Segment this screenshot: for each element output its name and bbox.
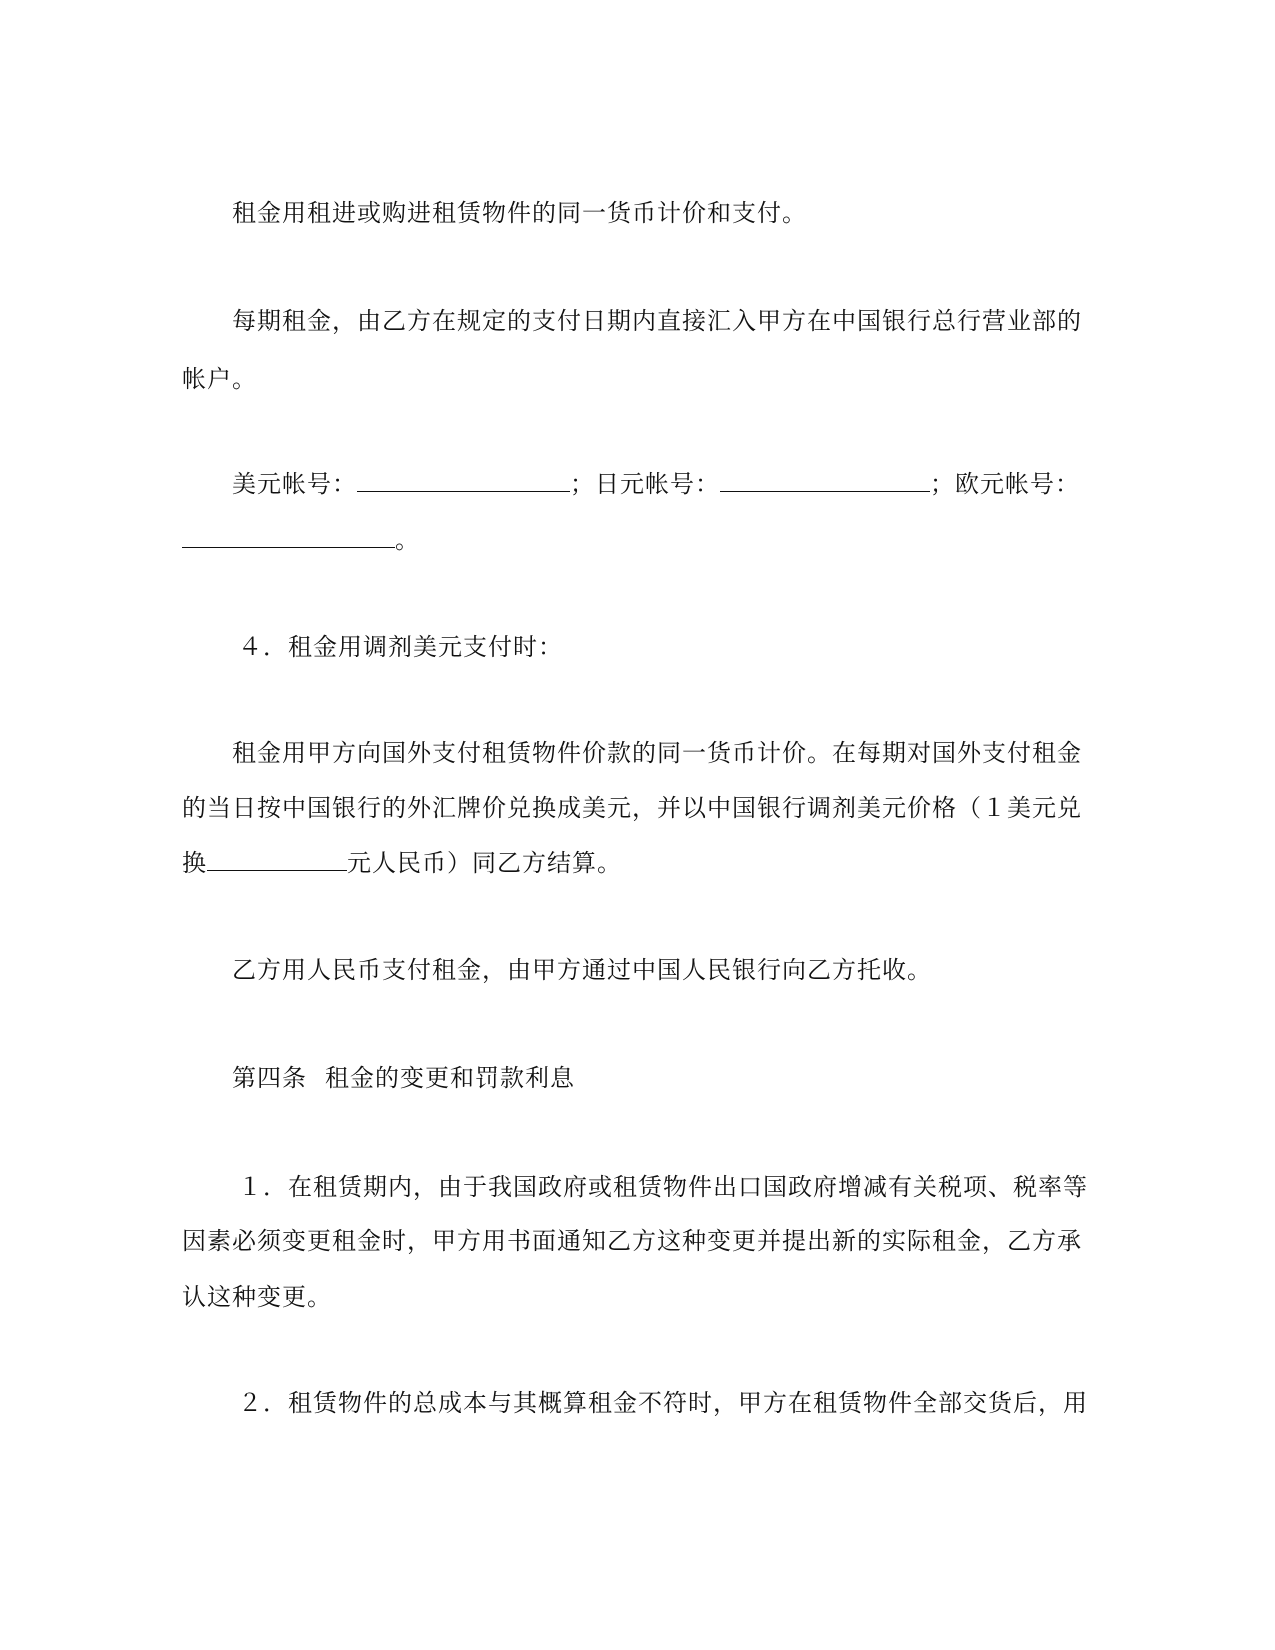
usd-account-label: 美元帐号： [232,470,357,498]
paragraph-text: 每期租金，由乙方在规定的支付日期内直接汇入甲方在中国银行总行营业部的 [232,307,1082,335]
paragraph-text: 乙方用人民币支付租金，由甲方通过中国人民银行向乙方托收。 [232,956,932,984]
paragraph-text: 换 [182,849,207,877]
article-title: 租金的变更和罚款利息 [325,1064,575,1092]
paragraph-accounts-line-2 [182,525,420,555]
paragraph-accounts-line-1 [232,469,1080,499]
paragraph-exchange-line-1 [232,738,1082,768]
accounts-end: 。 [395,526,420,554]
paragraph-text: 帐户。 [182,365,257,393]
item-text: ２．租赁物件的总成本与其概算租金不符时，甲方在租赁物件全部交货后，用 [238,1389,1088,1417]
paragraph-exchange-line-3 [182,848,622,878]
paragraph-exchange-line-2 [182,793,1082,823]
paragraph-text: 租金用租进或购进租赁物件的同一货币计价和支付。 [232,199,807,227]
item-4-heading [238,632,563,662]
paragraph-currency [232,198,807,228]
article-4-heading [232,1063,575,1093]
item-text: ４．租金用调剂美元支付时： [238,633,563,661]
usd-account-blank [357,469,570,492]
jpy-account-label: ；日元帐号： [570,470,720,498]
paragraph-rmb-payment [232,955,932,985]
eur-account-label: ；欧元帐号： [930,470,1080,498]
exchange-rate-blank [207,848,347,871]
item-text: 因素必须变更租金时，甲方用书面通知乙方这种变更并提出新的实际租金，乙方承 [182,1227,1082,1255]
article-label: 第四条 [232,1064,307,1092]
paragraph-text: 元人民币）同乙方结算。 [347,849,622,877]
item-1-line-2 [182,1226,1082,1256]
item-text: 认这种变更。 [182,1283,332,1311]
item-1-line-1 [238,1172,1088,1202]
item-2-line-1 [238,1388,1088,1418]
item-1-line-3 [182,1282,332,1312]
paragraph-payment-line-1 [232,306,1082,336]
item-text: １．在租赁期内，由于我国政府或租赁物件出口国政府增减有关税项、税率等 [238,1173,1088,1201]
paragraph-payment-line-2 [182,364,257,394]
paragraph-text: 的当日按中国银行的外汇牌价兑换成美元，并以中国银行调剂美元价格（１美元兑 [182,794,1082,822]
eur-account-blank [182,525,395,548]
paragraph-text: 租金用甲方向国外支付租赁物件价款的同一货币计价。在每期对国外支付租金 [232,739,1082,767]
jpy-account-blank [720,469,930,492]
